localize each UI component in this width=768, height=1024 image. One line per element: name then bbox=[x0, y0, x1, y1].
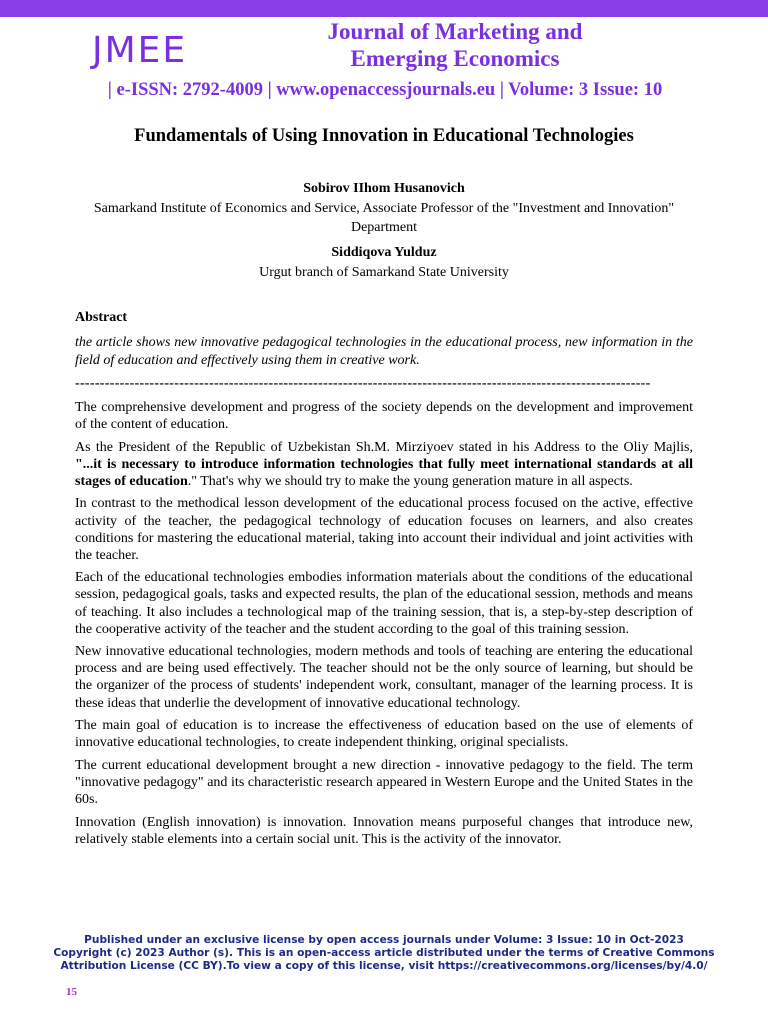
separator-line: -------------------------------------------------------------------------------------------------------------------- bbox=[75, 376, 651, 391]
paragraph-1: The comprehensive development and progress of the society depends on the development and improvement of the content of education. bbox=[75, 400, 693, 433]
paragraph-7: The current educational development brought a new direction - innovative pedagogy to the field. The term "innovative pedagogy" and its characteristic research appeared in Western Europe and the United States in the 60s. bbox=[75, 757, 693, 807]
paragraph-4: Each of the educational technologies embodies information materials about the conditions of the educational session, pedagogical goals, tasks and expected results, the plan of the educational session, methods and means of teaching. It also includes a technological map of the training session, that is, a step-by-step description of the cooperative activity of the teacher and the student according to the goal of this training session. bbox=[75, 570, 693, 637]
footer-line-1: Published under an exclusive license by open access journals under Volume: 3 Issue: 10 in Oct-2023 bbox=[84, 934, 684, 946]
abstract-text: the article shows new innovative pedagogical technologies in the educational process, new information in the field of education and effectively using them in creative work. bbox=[75, 335, 693, 368]
paragraph-2 bbox=[75, 439, 693, 490]
paragraph-5: New innovative educational technologies, modern methods and tools of teaching are entering the educational process and are being used effectively. The teacher should not be the only source of learning, but should be the organizer of the process of students' independent work, consultant, manager of the learning process. It is these ideas that underlie the development of innovative educational technology. bbox=[75, 644, 693, 711]
president-quote: "...it is necessary to introduce information technologies that fully meet international standards at all stages of education bbox=[75, 456, 693, 489]
footer-line-2: Copyright (c) 2023 Author (s). This is an open-access article distributed under the terms of Creative Commons bbox=[53, 947, 715, 959]
journal-logo: JMEE bbox=[92, 30, 188, 71]
article-title: Fundamentals of Using Innovation in Educational Technologies bbox=[134, 126, 634, 146]
paragraph-3: In contrast to the methodical lesson development of the educational process focused on the active, effective activity of the teacher, the pedagogical technology of education focuses on learners, and also creates conditions for mastering the educational material, taking into account their individual and joint activities with the teacher. bbox=[75, 496, 693, 563]
issn-line: | e-ISSN: 2792-4009 | www.openaccessjournals.eu | Volume: 3 Issue: 10 bbox=[107, 80, 663, 100]
affiliation-2: Urgut branch of Samarkand State University bbox=[259, 265, 509, 280]
article-body bbox=[75, 399, 693, 853]
author-1: Sobirov IIhom Husanovich bbox=[303, 181, 465, 196]
paragraph-8: Innovation (English innovation) is innovation. Innovation means purposeful changes that introduce new, relatively stable elements into a certain social unit. This is the activity of the innovator. bbox=[75, 814, 693, 847]
paragraph-2-start: As the President of the Republic of Uzbekistan Sh.M. Mirziyoev stated in his Address to the Oliy Majlis, bbox=[75, 439, 693, 455]
top-color-bar bbox=[0, 0, 768, 17]
abstract-heading: Abstract bbox=[75, 310, 128, 325]
paragraph-6: The main goal of education is to increase the effectiveness of education based on the use of elements of innovative educational technologies, to create independent thinking, original specialists. bbox=[75, 718, 693, 751]
paragraph-2-end: ." That's why we should try to make the young generation mature in all aspects. bbox=[187, 473, 633, 489]
affiliation-1: Samarkand Institute of Economics and Service, Associate Professor of the "Investment and Innovation" Department bbox=[93, 201, 675, 235]
footer-line-3: Attribution License (CC BY).To view a copy of this license, visit https://creativecommons.org/licenses/by/4.0/ bbox=[60, 960, 708, 972]
page-number: 15 bbox=[66, 986, 77, 998]
journal-title-line2: Emerging Economics bbox=[350, 46, 560, 71]
license-footer bbox=[0, 934, 768, 973]
journal-title bbox=[290, 18, 620, 72]
journal-title-line1: Journal of Marketing and bbox=[327, 19, 583, 44]
author-2: Siddiqova Yulduz bbox=[331, 245, 437, 260]
